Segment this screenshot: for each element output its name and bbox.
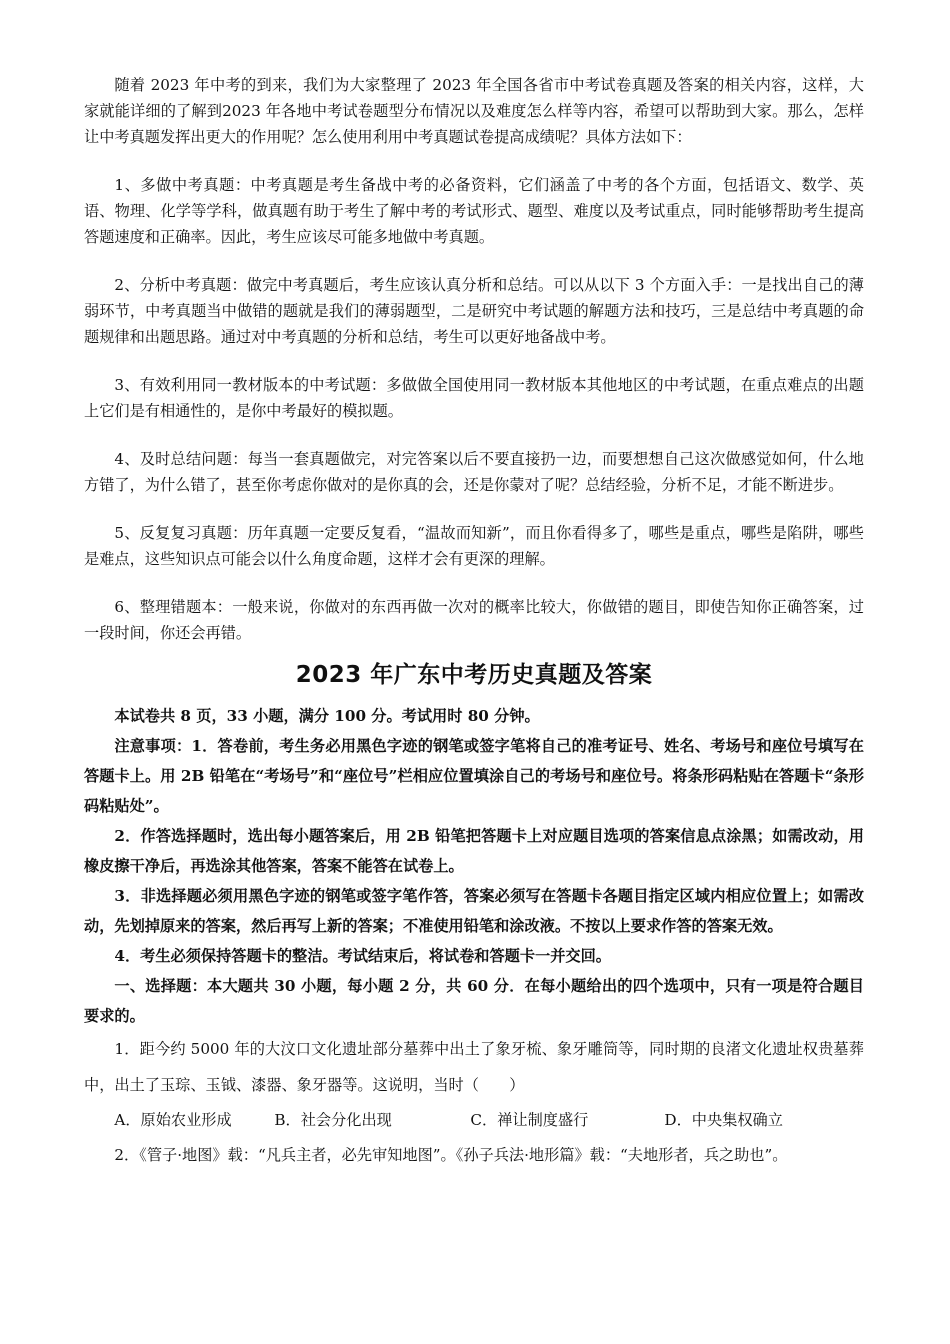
note-2: 2．作答选择题时，选出每小题答案后，用 2B 铅笔把答题卡上对应题目选项的答案信息点涂黑；如需改动，用橡皮擦干净后，再选涂其他答案，答案不能答在试卷上。 [84, 827, 864, 875]
option-b: B．社会分化出现 [274, 1111, 392, 1129]
tip-6: 6、整理错题本：一般来说，你做对的东西再做一次对的概率比较大，你做错的题目，即使告知你正确答案，过一段时间，你还会再错。 [84, 598, 864, 642]
document-page [84, 72, 864, 1173]
note-4: 4．考生必须保持答题卡的整洁。考试结束后，将试卷和答题卡一并交回。 [114, 947, 611, 965]
option-d: D．中央集权确立 [664, 1111, 783, 1129]
tip-3: 3、有效利用同一教材版本的中考试题：多做做全国使用同一教材版本其他地区的中考试题，在重点难点的出题上它们是有相通性的，是你中考最好的模拟题。 [84, 376, 864, 420]
note-3: 3．非选择题必须用黑色字迹的钢笔或签字笔作答，答案必须写在答题卡各题目指定区域内相应位置上；如需改动，先划掉原来的答案，然后再写上新的答案；不准使用铅笔和涂改液。不按以上要求作答的答案无效。 [84, 887, 864, 935]
exam-title: 2023 年广东中考历史真题及答案 [295, 662, 653, 688]
tip-5: 5、反复复习真题：历年真题一定要反复看，“温故而知新”，而且你看得多了，哪些是重点，哪些是陷阱，哪些是难点，这些知识点可能会以什么角度命题，这样才会有更深的理解。 [84, 524, 864, 568]
tip-1: 1、多做中考真题：中考真题是考生备战中考的必备资料，它们涵盖了中考的各个方面，包括语文、数学、英语、物理、化学等学科，做真题有助于考生了解中考的考试形式、题型、难度以及考试重点，同时能够帮助考生提高答题速度和正确率。因此，考生应该尽可能多地做中考真题。 [84, 176, 864, 246]
tip-2: 2、分析中考真题：做完中考真题后，考生应该认真分析和总结。可以从以下 3 个方面入手：一是找出自己的薄弱环节，中考真题当中做错的题就是我们的薄弱题型，二是研究中考试题的解题方法和技巧，三是总结中考真题的命题规律和出题思路。通过对中考真题的分析和总结，考生可以更好地备战中考。 [84, 276, 864, 346]
exam-info: 本试卷共 8 页，33 小题，满分 100 分。考试用时 80 分钟。 [114, 707, 540, 725]
tip-4: 4、及时总结问题：每当一套真题做完，对完答案以后不要直接扔一边，而要想想自己这次做感觉如何，什么地方错了，为什么错了，甚至你考虑你做对的是你真的会，还是你蒙对了呢？总结经验，分析不足，才能不断进步。 [84, 450, 864, 494]
intro-paragraph: 随着 2023 年中考的到来，我们为大家整理了 2023 年全国各省市中考试卷真题及答案的相关内容，这样，大家就能详细的了解到2023 年各地中考试卷题型分布情况以及难度怎么样等内容，希望可以帮助到大家。那么，怎样让中考真题发挥出更大的作用呢？怎么使用利用中考真题试卷提高成绩呢？具体方法如下： [84, 76, 864, 146]
option-c: C．禅让制度盛行 [470, 1111, 589, 1129]
section-1-heading: 一、选择题：本大题共 30 小题，每小题 2 分，共 60 分．在每小题给出的四个选项中，只有一项是符合题目要求的。 [84, 977, 864, 1025]
option-a: A．原始农业形成 [114, 1111, 232, 1129]
question-1-stem: 1．距今约 5000 年的大汶口文化遗址部分墓葬中出土了象牙梳、象牙雕筒等，同时期的良渚文化遗址权贵墓葬中，出土了玉琮、玉钺、漆器、象牙器等。这说明，当时（ ） [84, 1040, 864, 1094]
question-1-options [84, 1103, 864, 1137]
note-1: 注意事项：1．答卷前，考生务必用黑色字迹的钢笔或签字笔将自己的准考证号、姓名、考场号和座位号填写在答题卡上。用 2B 铅笔在“考场号”和“座位号”栏相应位置填涂自己的考场号和座位号。将条形码粘贴在答题卡“条形码粘贴处”。 [84, 737, 864, 815]
question-2-stem: 2．《管子·地图》载：“凡兵主者，必先审知地图”。《孙子兵法·地形篇》载：“夫地形者，兵之助也”。 [114, 1146, 788, 1164]
